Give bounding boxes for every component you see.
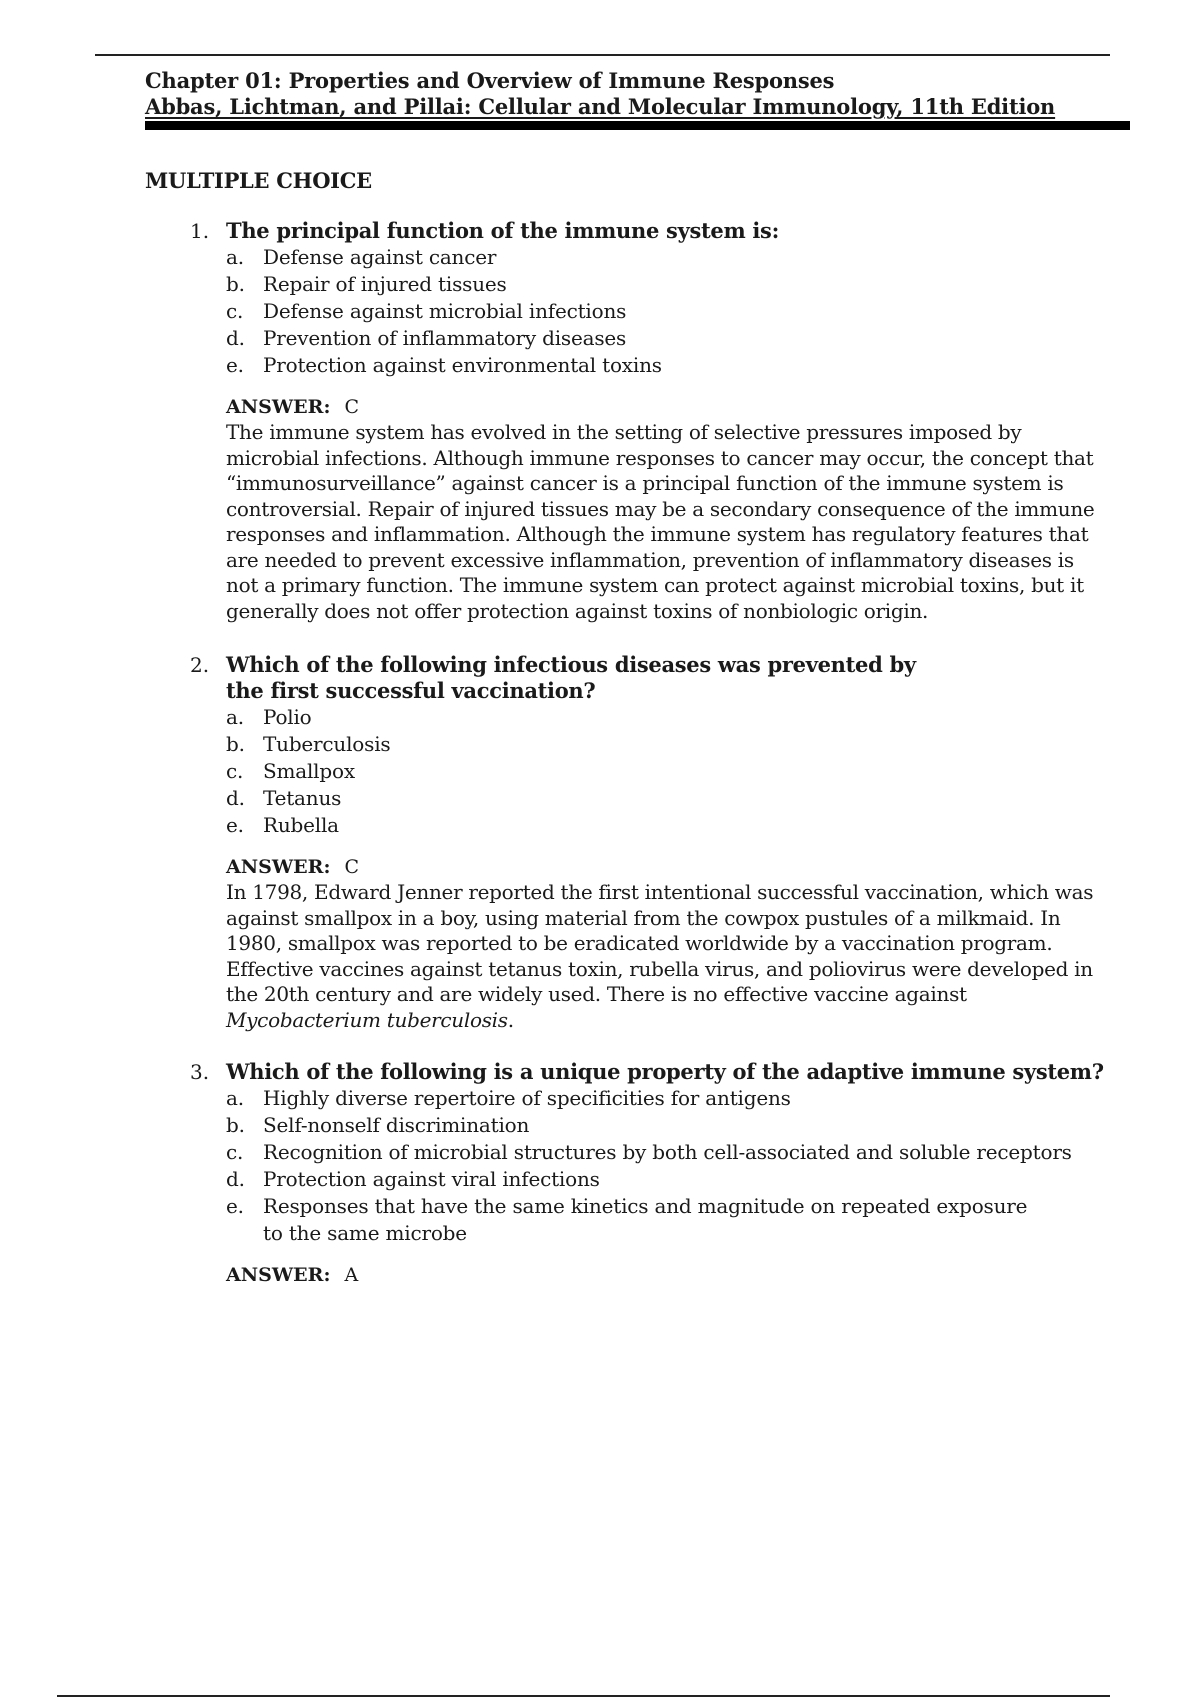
- explanation-italic-term: Mycobacterium tuberculosis: [226, 1007, 508, 1032]
- answer-line: [226, 1263, 1120, 1288]
- answer-label: ANSWER:: [226, 856, 331, 878]
- option-text: Repair of injured tissues: [263, 272, 507, 296]
- option-letter: a.: [226, 1086, 244, 1110]
- answer-block: [226, 395, 1120, 624]
- option-d: [226, 1166, 1120, 1193]
- option-text: Defense against microbial infections: [263, 299, 627, 323]
- option-letter: b.: [226, 272, 245, 296]
- answer-block: [226, 1263, 1120, 1288]
- book-title: Abbas, Lichtman, and Pillai: Cellular and Molecular Immunology, 11th Edition: [145, 94, 1056, 119]
- option-a: [226, 244, 1120, 271]
- answer-value: C: [344, 396, 360, 418]
- option-text: Polio: [263, 705, 312, 729]
- question-number: 3.: [190, 1060, 210, 1084]
- option-letter: e.: [226, 813, 244, 837]
- option-b: [226, 271, 1120, 298]
- options-list: [226, 704, 1120, 839]
- question-3: [190, 1059, 1120, 1288]
- option-d: [226, 325, 1120, 352]
- option-c: [226, 298, 1120, 325]
- option-letter: c.: [226, 759, 244, 783]
- answer-line: [226, 855, 1120, 880]
- option-c: [226, 758, 1120, 785]
- answer-block: [226, 855, 1120, 1033]
- option-b: [226, 1112, 1120, 1139]
- answer-label: ANSWER:: [226, 1264, 331, 1286]
- answer-explanation: The immune system has evolved in the setting of selective pressures imposed by microbial infections. Although immune responses to cancer may occur, the concept that “immunosurveillance” against cancer is a principal function of the immune system is controversial. Repair of injured tissues may be a secondary consequence of the immune responses and inflammation. Although the immune system has regulatory features that are needed to prevent excessive inflammation, prevention of inflammatory diseases is not a primary function. The immune system can protect against microbial toxins, but it generally does not offer protection against toxins of nonbiologic origin.: [226, 420, 1095, 623]
- question-text: The principal function of the immune system is:: [226, 218, 780, 243]
- document-header: [145, 68, 1130, 120]
- question-number: 2.: [190, 653, 210, 677]
- option-text: Rubella: [263, 813, 339, 837]
- answer-value: C: [344, 856, 360, 878]
- option-b: [226, 731, 1120, 758]
- option-text: Highly diverse repertoire of specificities for antigens: [263, 1086, 791, 1110]
- chapter-title: Chapter 01: Properties and Overview of Immune Responses: [145, 68, 835, 93]
- answer-value: A: [344, 1264, 359, 1286]
- option-letter: d.: [226, 1167, 245, 1191]
- option-d: [226, 785, 1120, 812]
- option-letter: b.: [226, 1113, 245, 1137]
- option-letter: c.: [226, 299, 244, 323]
- explanation-end: .: [507, 1007, 514, 1032]
- option-text: Protection against viral infections: [263, 1167, 600, 1191]
- option-text: Self-nonself discrimination: [263, 1113, 530, 1137]
- option-letter: b.: [226, 732, 245, 756]
- section-title: MULTIPLE CHOICE: [145, 168, 372, 193]
- option-text: Tetanus: [263, 786, 342, 810]
- option-text: Prevention of inflammatory diseases: [263, 326, 627, 350]
- option-text: Tuberculosis: [263, 732, 391, 756]
- answer-label: ANSWER:: [226, 396, 331, 418]
- option-e: [226, 352, 1120, 379]
- option-a: [226, 1085, 1120, 1112]
- option-c: [226, 1139, 1120, 1166]
- option-letter: a.: [226, 705, 244, 729]
- question-text: Which of the following infectious diseases was prevented by the first successful vaccination?: [226, 652, 916, 703]
- top-rule: [95, 54, 1110, 56]
- option-text: Protection against environmental toxins: [263, 353, 662, 377]
- answer-explanation: [226, 880, 1106, 1033]
- explanation-text: In 1798, Edward Jenner reported the first intentional successful vaccination, which was against smallpox in a boy, using material from the cowpox pustules of a milkmaid. In 1980, smallpox was reported to be eradicated worldwide by a vaccination program. Effective vaccines against tetanus toxin, rubella virus, and poliovirus were developed in the 20th century and are widely used. There is no effective vaccine against: [226, 880, 1094, 1006]
- option-letter: e.: [226, 353, 244, 377]
- option-a: [226, 704, 1120, 731]
- option-text: Responses that have the same kinetics and magnitude on repeated exposure to the same microbe: [263, 1194, 1028, 1245]
- question-number: 1.: [190, 219, 210, 243]
- header-bar: [145, 121, 1130, 130]
- option-letter: d.: [226, 786, 245, 810]
- option-letter: c.: [226, 1140, 244, 1164]
- question-2: [190, 652, 1120, 1033]
- option-text: Smallpox: [263, 759, 355, 783]
- option-letter: d.: [226, 326, 245, 350]
- option-text: Defense against cancer: [263, 245, 497, 269]
- option-letter: e.: [226, 1194, 244, 1218]
- option-letter: a.: [226, 245, 244, 269]
- option-text: Recognition of microbial structures by both cell-associated and soluble receptors: [263, 1140, 1072, 1164]
- option-e: [226, 1193, 1120, 1247]
- options-list: [226, 244, 1120, 379]
- answer-line: [226, 395, 1120, 420]
- question-text: Which of the following is a unique property of the adaptive immune system?: [226, 1059, 1104, 1084]
- options-list: [226, 1085, 1120, 1247]
- question-1: [190, 218, 1120, 624]
- option-e: [226, 812, 1120, 839]
- bottom-rule: [57, 1695, 1110, 1697]
